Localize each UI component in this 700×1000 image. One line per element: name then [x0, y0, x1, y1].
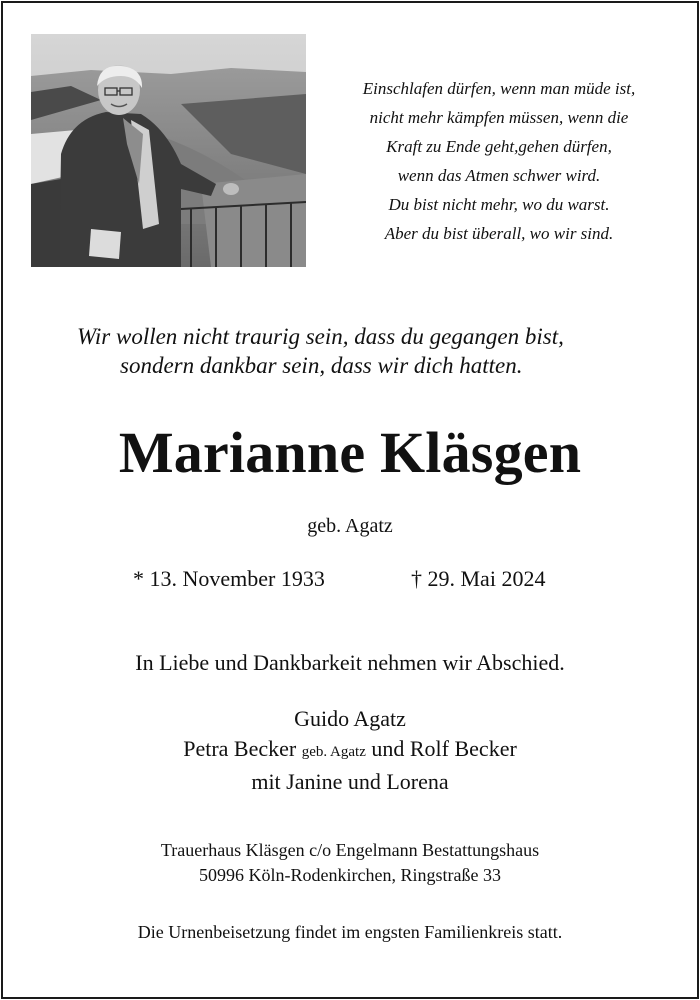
poem-line: wenn das Atmen schwer wird.: [397, 166, 601, 185]
burial-notice: Die Urnenbeisetzung findet im engsten Familienkreis statt.: [137, 922, 563, 942]
maiden-name: geb. Agatz: [307, 515, 393, 537]
mourner-line: Guido Agatz: [294, 706, 406, 731]
deceased-name: Marianne Kläsgen: [118, 420, 582, 485]
mourner-name: und Rolf Becker: [371, 736, 517, 761]
mourners-list: [0, 704, 700, 797]
birth-date: * 13. November 1933: [133, 566, 325, 591]
quote-line-2: sondern dankbar sein, dass wir dich hatten.: [120, 353, 523, 378]
mourning-address: [0, 838, 700, 888]
mourner-line: [0, 734, 700, 767]
mourner-maiden-name: geb. Agatz: [301, 744, 366, 760]
poem-line: Du bist nicht mehr, wo du warst.: [388, 195, 610, 214]
mourner-name: Petra Becker: [183, 736, 297, 761]
death-date: † 29. Mai 2024: [411, 566, 546, 591]
quote-line-1: Wir wollen nicht traurig sein, dass du gegangen bist,: [77, 324, 564, 349]
address-line: 50996 Köln-Rodenkirchen, Ringstraße 33: [199, 865, 501, 885]
poem-line: Aber du bist überall, wo wir sind.: [384, 224, 614, 243]
poem: [318, 74, 680, 248]
poem-line: nicht mehr kämpfen müssen, wenn die: [369, 108, 629, 127]
poem-line: Einschlafen dürfen, wenn man müde ist,: [362, 79, 636, 98]
address-line: Trauerhaus Kläsgen c/o Engelmann Bestattungshaus: [160, 840, 540, 860]
poem-line: Kraft zu Ende geht,gehen dürfen,: [386, 137, 612, 156]
portrait-photo: [31, 34, 306, 267]
mourner-line: mit Janine und Lorena: [251, 769, 449, 794]
farewell-text: In Liebe und Dankbarkeit nehmen wir Abschied.: [135, 650, 565, 675]
